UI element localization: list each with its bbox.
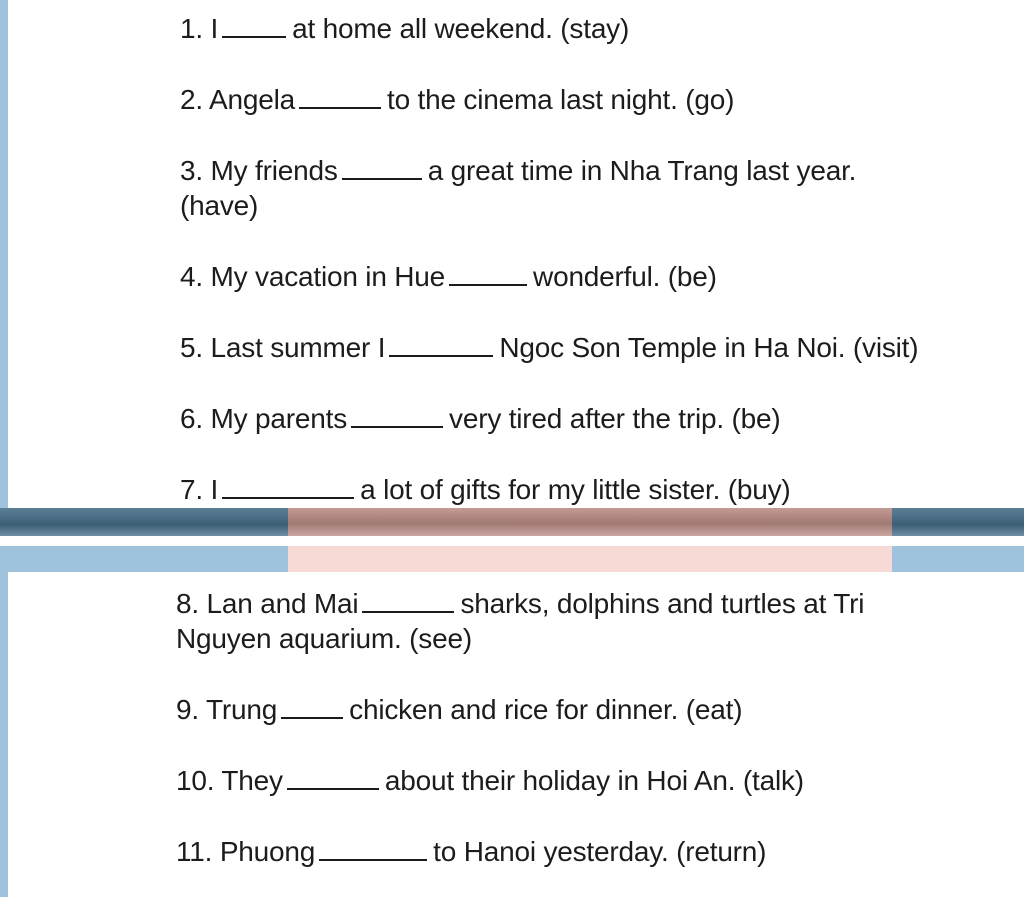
answer-blank	[287, 766, 379, 790]
exercise-item-5	[180, 330, 918, 365]
page-divider	[0, 508, 1024, 572]
item-prompt: 6. My parents	[180, 403, 348, 434]
item-text: to Hanoi yesterday. (return)	[433, 836, 767, 867]
item-text-continued: (have)	[180, 190, 259, 221]
item-prompt: 4. My vacation in Hue	[180, 261, 446, 292]
exercise-item-7	[180, 472, 791, 507]
exercise-item-9	[176, 692, 742, 727]
item-prompt: 10. They	[176, 765, 283, 796]
answer-blank	[222, 14, 286, 38]
answer-blank	[299, 85, 381, 109]
answer-blank	[342, 156, 422, 180]
item-text-continued: Nguyen aquarium. (see)	[176, 623, 472, 654]
item-text: a great time in Nha Trang last year.	[427, 155, 857, 186]
answer-blank	[389, 333, 493, 357]
divider-band-light-center	[288, 546, 892, 572]
item-text: chicken and rice for dinner. (eat)	[349, 694, 743, 725]
item-prompt: 5. Last summer I	[180, 332, 386, 363]
item-text: very tired after the trip. (be)	[449, 403, 781, 434]
exercise-item-2	[180, 82, 734, 117]
exercise-item-11	[176, 834, 766, 869]
divider-band-dark-center	[288, 508, 892, 536]
item-prompt: 3. My friends	[180, 155, 338, 186]
exercise-item-8	[176, 586, 864, 656]
item-text: a lot of gifts for my little sister. (buy)	[360, 474, 791, 505]
item-prompt: 1. I	[180, 13, 219, 44]
answer-blank	[362, 589, 454, 613]
answer-blank	[281, 695, 343, 719]
worksheet-page-bottom	[0, 572, 1024, 897]
item-text: wonderful. (be)	[533, 261, 717, 292]
item-prompt: 2. Angela	[180, 84, 295, 115]
item-text: to the cinema last night. (go)	[386, 84, 735, 115]
item-prompt: 11. Phuong	[176, 836, 316, 867]
exercise-item-4	[180, 259, 717, 294]
answer-blank	[319, 837, 427, 861]
answer-blank	[449, 262, 527, 286]
exercise-item-1	[180, 11, 629, 46]
answer-blank	[351, 404, 443, 428]
item-prompt: 7. I	[180, 474, 219, 505]
answer-blank	[222, 475, 354, 499]
item-prompt: 8. Lan and Mai	[176, 588, 359, 619]
exercise-item-3	[180, 153, 856, 223]
item-text: about their holiday in Hoi An. (talk)	[384, 765, 804, 796]
item-text: Ngoc Son Temple in Ha Noi. (visit)	[499, 332, 919, 363]
exercise-item-10	[176, 763, 804, 798]
item-text: at home all weekend. (stay)	[292, 13, 630, 44]
item-text: sharks, dolphins and turtles at Tri	[460, 588, 865, 619]
item-prompt: 9. Trung	[176, 694, 278, 725]
exercise-item-6	[180, 401, 781, 436]
